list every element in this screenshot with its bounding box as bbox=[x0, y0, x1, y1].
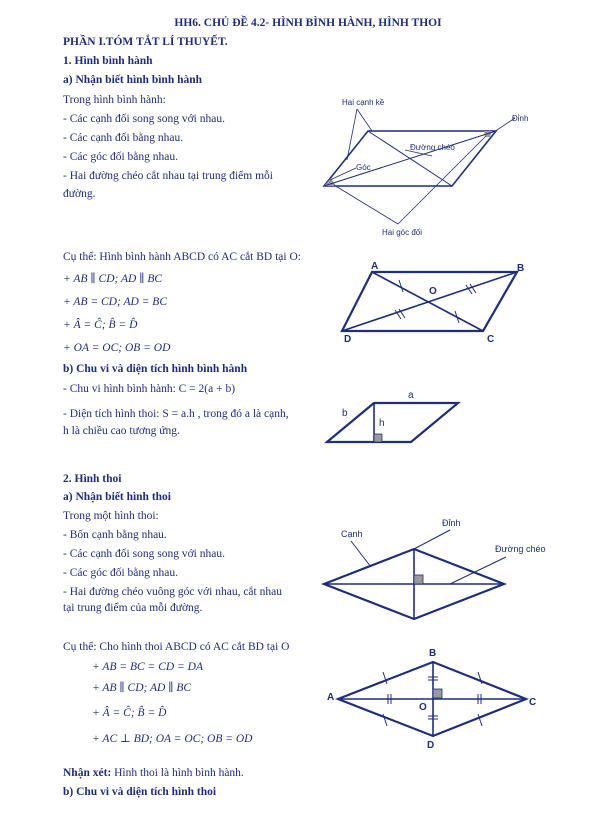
parallelogram-prop-4-cont: đường. bbox=[63, 188, 96, 200]
formula-equal-sides: + AB = CD; AD = BC bbox=[63, 296, 167, 308]
height-h-label: h bbox=[379, 418, 385, 429]
formula-midpoint: + OA = OC; OB = OD bbox=[63, 342, 171, 354]
formula-rhombus-equal-sides: + AB = BC = CD = DA bbox=[92, 661, 204, 673]
section-1b-heading: b) Chu vi và diện tích hình bình hành bbox=[63, 363, 248, 375]
rhombus-prop-3: - Các góc đối bằng nhau. bbox=[63, 567, 178, 579]
formula-rhombus-parallel: + AB ∥ CD; AD ∥ BC bbox=[92, 682, 192, 694]
section-1-heading: 1. Hình bình hành bbox=[63, 55, 153, 67]
parallelogram-area-line-1: - Diện tích hình thoi: S = a.h , trong đó a là cạnh, bbox=[63, 408, 289, 420]
vertex-b-label: B bbox=[517, 263, 525, 274]
parallelogram-prop-2: - Các cạnh đối bằng nhau. bbox=[63, 132, 184, 144]
remark-label: Nhận xét: bbox=[63, 767, 112, 779]
parallelogram-area-line-2: h là chiều cao tương ứng. bbox=[63, 425, 180, 437]
rhombus-prop-2: - Các cạnh đối song song với nhau. bbox=[63, 548, 225, 560]
section-1a-heading: a) Nhận biết hình bình hành bbox=[63, 74, 203, 86]
center-o-label: O bbox=[419, 702, 427, 713]
rhombus-example: Cụ thể: Cho hình thoi ABCD có AC cắt BD tại O bbox=[63, 641, 290, 653]
label-vertex: Đỉnh bbox=[512, 114, 529, 123]
parallelogram-prop-4: - Hai đường chéo cắt nhau tại trung điểm mỗi bbox=[63, 170, 273, 182]
part-heading: PHẦN I.TÓM TẮT LÍ THUYẾT. bbox=[63, 36, 228, 48]
remark-text: Hình thoi là hình bình hành. bbox=[111, 767, 244, 779]
vertex-c-label: C bbox=[487, 334, 495, 345]
label-diagonal: Đường chéo bbox=[495, 544, 546, 554]
section-2-heading: 2. Hình thoi bbox=[63, 473, 122, 485]
rhombus-prop-1: - Bốn cạnh bằng nhau. bbox=[63, 529, 167, 541]
page-title: HH6. CHỦ ĐỀ 4.2- HÌNH BÌNH HÀNH, HÌNH THOI bbox=[174, 17, 442, 29]
vertex-a-label: A bbox=[327, 692, 335, 703]
label-side: Cạnh bbox=[341, 529, 363, 539]
label-vertex: Đỉnh bbox=[442, 518, 461, 528]
label-angle: Góc bbox=[356, 163, 371, 172]
formula-rhombus-diagonals: + AC ⊥ BD; OA = OC; OB = OD bbox=[92, 733, 253, 745]
formula-rhombus-angles: + Â = Ĉ; B̂ = D̂ bbox=[92, 707, 167, 719]
label-adjacent-sides: Hai cạnh kề bbox=[342, 98, 385, 107]
formula-parallel-sides: + AB ∥ CD; AD ∥ BC bbox=[63, 273, 163, 285]
parallelogram-intro: Trong hình bình hành: bbox=[63, 94, 166, 106]
formula-equal-angles: + Â = Ĉ; B̂ = D̂ bbox=[63, 319, 138, 331]
side-a-label: a bbox=[408, 390, 414, 401]
vertex-d-label: D bbox=[427, 740, 435, 751]
vertex-c-label: C bbox=[529, 697, 537, 708]
rhombus-prop-4: - Hai đường chéo vuông góc với nhau, cắt nhau bbox=[63, 586, 282, 598]
vertex-d-label: D bbox=[344, 334, 352, 345]
rhombus-prop-4-cont: tại trung điểm của mỗi đường. bbox=[63, 602, 203, 614]
parallelogram-perimeter: - Chu vi hình bình hành: C = 2(a + b) bbox=[63, 383, 236, 395]
rhombus-intro: Trong một hình thoi: bbox=[63, 510, 159, 522]
parallelogram-example: Cụ thể: Hình bình hành ABCD có AC cắt BD tại O: bbox=[63, 251, 301, 263]
section-2b-heading: b) Chu vi và diện tích hình thoi bbox=[63, 786, 217, 798]
parallelogram-prop-3: - Các góc đối bằng nhau. bbox=[63, 151, 178, 163]
label-opposite-angles: Hai góc đối bbox=[382, 228, 423, 237]
label-diagonal: Đường chéo bbox=[410, 143, 455, 152]
parallelogram-prop-1: - Các cạnh đối song song với nhau. bbox=[63, 113, 225, 125]
section-2a-heading: a) Nhận biết hình thoi bbox=[63, 491, 172, 503]
vertex-b-label: B bbox=[429, 648, 437, 659]
center-o-label: O bbox=[429, 286, 437, 297]
remark bbox=[63, 766, 244, 780]
side-b-label: b bbox=[342, 408, 348, 419]
vertex-a-label: A bbox=[371, 261, 379, 272]
